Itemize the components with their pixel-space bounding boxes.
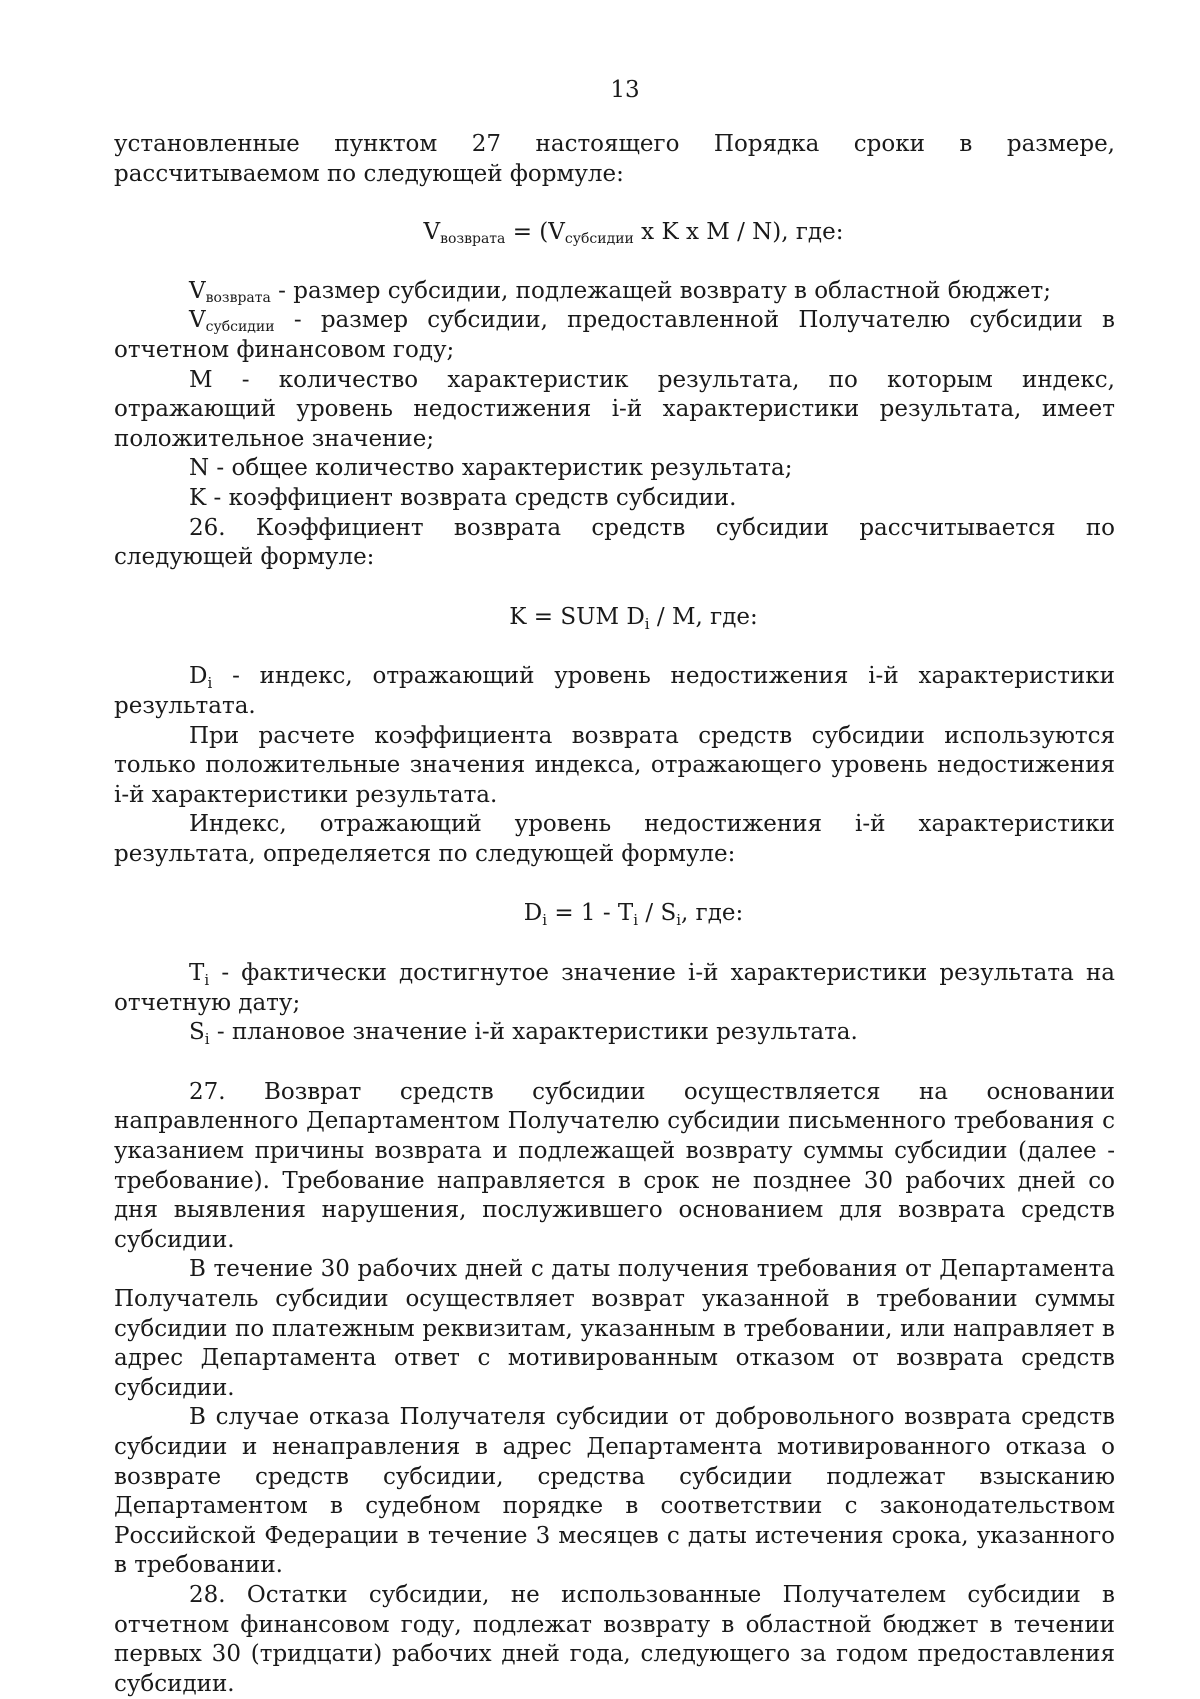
paragraph-26: 26. Коэффициент возврата средств субсидии рассчитывается по следующей формуле: (114, 514, 1115, 571)
positive-values-paragraph: При расчете коэффициента возврата средств субсидии используются только положительные значения индекса, отражающего уровень недостижения i-й характеристики результата. (114, 722, 1115, 808)
formula-refund-volume: $V_{возврата} = (V_{субсидии}$ x K x M / N), где: (423, 219, 844, 248)
paragraph-28: 28. Остатки субсидии, не использованные Получателем субсидии в отчетном финансовом году, подлежат возврату в областной бюджет в течении первых 30 (тридцати) рабочих дней года, следующего за годом предоставления субсидии. (114, 1581, 1115, 1697)
formula-coefficient: K = SUM $D_i$ / M, где: (509, 603, 758, 633)
definition-k: K - коэффициент возврата средств субсидии. (189, 484, 737, 511)
formula-index: $D_i = 1 - T_i / S_i$, где: (523, 900, 744, 930)
definition-v-subsidy: $V_{субсидии}$ - размер субсидии, предоставленной Получателю субсидии в отчетном финансовом году; (114, 307, 1115, 363)
definition-n: N - общее количество характеристик результата; (189, 455, 793, 482)
paragraph-27-deadline: В течение 30 рабочих дней с даты получения требования от Департамента Получатель субсидии осуществляет возврат указанной в требовании суммы субсидии по платежным реквизитам, указанным в требовании, или направляет в адрес Департамента ответ с мотивированным отказом от возврата средств субсидии. (114, 1256, 1115, 1401)
definition-ti: $T_i$ - фактически достигнутое значение i-й характеристики результата на отчетную дату; (114, 960, 1115, 1016)
page-body (114, 130, 1115, 1699)
intro-paragraph: установленные пунктом 27 настоящего Порядка сроки в размере, рассчитываемом по следующей формуле: (114, 131, 1115, 187)
index-paragraph: Индекс, отражающий уровень недостижения i-й характеристики результата, определяется по следующей формуле: (114, 811, 1115, 867)
definition-v-return: $V_{возврата}$ - размер субсидии, подлежащей возврату в областной бюджет; (189, 277, 1052, 306)
page-number: 13 (610, 77, 640, 103)
definition-m: M - количество характеристик результата, по которым индекс, отражающий уровень недостижения i-й характеристики результата, имеет положительное значение; (114, 366, 1115, 452)
definition-di: $D_i$ - индекс, отражающий уровень недостижения i-й характеристики результата. (114, 663, 1115, 719)
definition-si: $S_i$ - плановое значение i-й характеристики результата. (189, 1019, 858, 1049)
paragraph-27-return: 27. Возврат средств субсидии осуществляется на основании направленного Департаментом Получателю субсидии письменного требования с указанием причины возврата и подлежащей возврату суммы субсидии (далее - требование). Требование направляется в срок не позднее 30 рабочих дней со дня выявления нарушения, послужившего основанием для возврата средств субсидии. (114, 1078, 1115, 1253)
paragraph-27-refusal: В случае отказа Получателя субсидии от добровольного возврата средств субсидии и ненаправления в адрес Департамента мотивированного отказа о возврате средств субсидии, средства субсидии подлежат взысканию Департаментом в судебном порядке в соответствии с законодательством Российской Федерации в течение 3 месяцев с даты истечения срока, указанного в требовании. (114, 1404, 1115, 1579)
